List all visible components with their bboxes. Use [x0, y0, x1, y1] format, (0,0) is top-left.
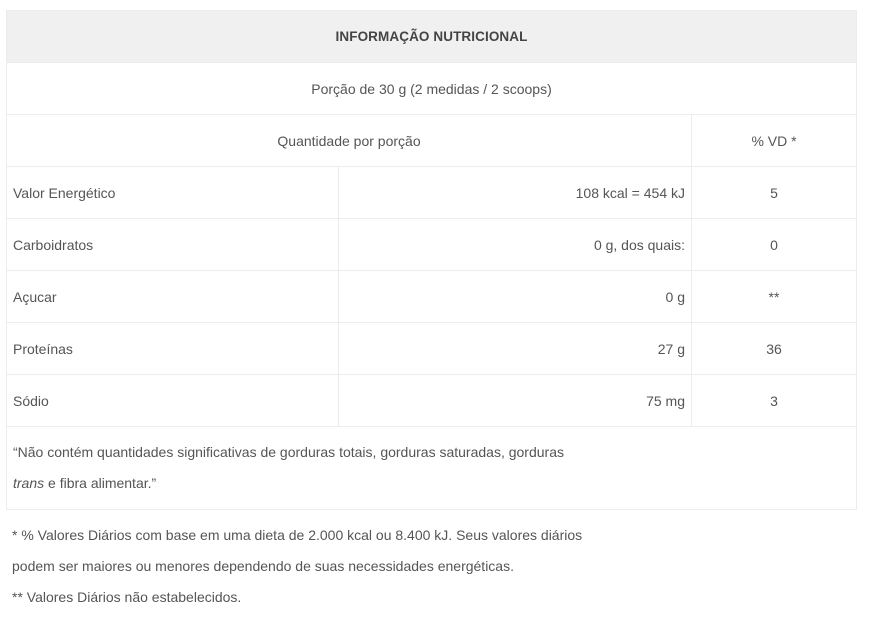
nutrient-amount: 0 g, dos quais:	[339, 219, 692, 271]
table-row	[7, 167, 857, 219]
table-row	[7, 219, 857, 271]
note-line1: “Não contém quantidades significativas de gorduras totais, gorduras saturadas, gorduras	[13, 444, 564, 460]
nutrition-table	[6, 10, 857, 510]
note-italic-trans: trans	[13, 475, 45, 491]
nutrient-name: Carboidratos	[7, 219, 339, 271]
note-row	[7, 427, 857, 510]
footnote-line2: podem ser maiores ou menores dependendo de suas necessidades energéticas.	[12, 558, 514, 574]
nutrient-vd: 3	[692, 375, 857, 427]
nutrient-amount: 0 g	[339, 271, 692, 323]
nutrient-name: Proteínas	[7, 323, 339, 375]
nutrient-name: Sódio	[7, 375, 339, 427]
note-line2: e fibra alimentar.”	[44, 475, 157, 491]
table-row	[7, 271, 857, 323]
quantity-header: Quantidade por porção	[7, 115, 692, 167]
table-title-row	[7, 11, 857, 63]
serving-row	[7, 63, 857, 115]
table-note	[7, 427, 857, 510]
table-row	[7, 323, 857, 375]
nutrient-vd: 5	[692, 167, 857, 219]
nutrient-name: Açucar	[7, 271, 339, 323]
nutrient-vd: **	[692, 271, 857, 323]
table-title: INFORMAÇÃO NUTRICIONAL	[7, 11, 857, 63]
nutrient-vd: 36	[692, 323, 857, 375]
table-row	[7, 375, 857, 427]
vd-header: % VD *	[692, 115, 857, 167]
nutrient-amount: 75 mg	[339, 375, 692, 427]
nutrient-amount: 27 g	[339, 323, 692, 375]
footnotes	[12, 520, 852, 613]
nutrient-vd: 0	[692, 219, 857, 271]
nutrient-name: Valor Energético	[7, 167, 339, 219]
nutrient-amount: 108 kcal = 454 kJ	[339, 167, 692, 219]
footnote-line3: ** Valores Diários não estabelecidos.	[12, 589, 242, 605]
footnote-line1: * % Valores Diários com base em uma dieta de 2.000 kcal ou 8.400 kJ. Seus valores diários	[12, 527, 583, 543]
column-header-row	[7, 115, 857, 167]
serving-size: Porção de 30 g (2 medidas / 2 scoops)	[7, 63, 857, 115]
